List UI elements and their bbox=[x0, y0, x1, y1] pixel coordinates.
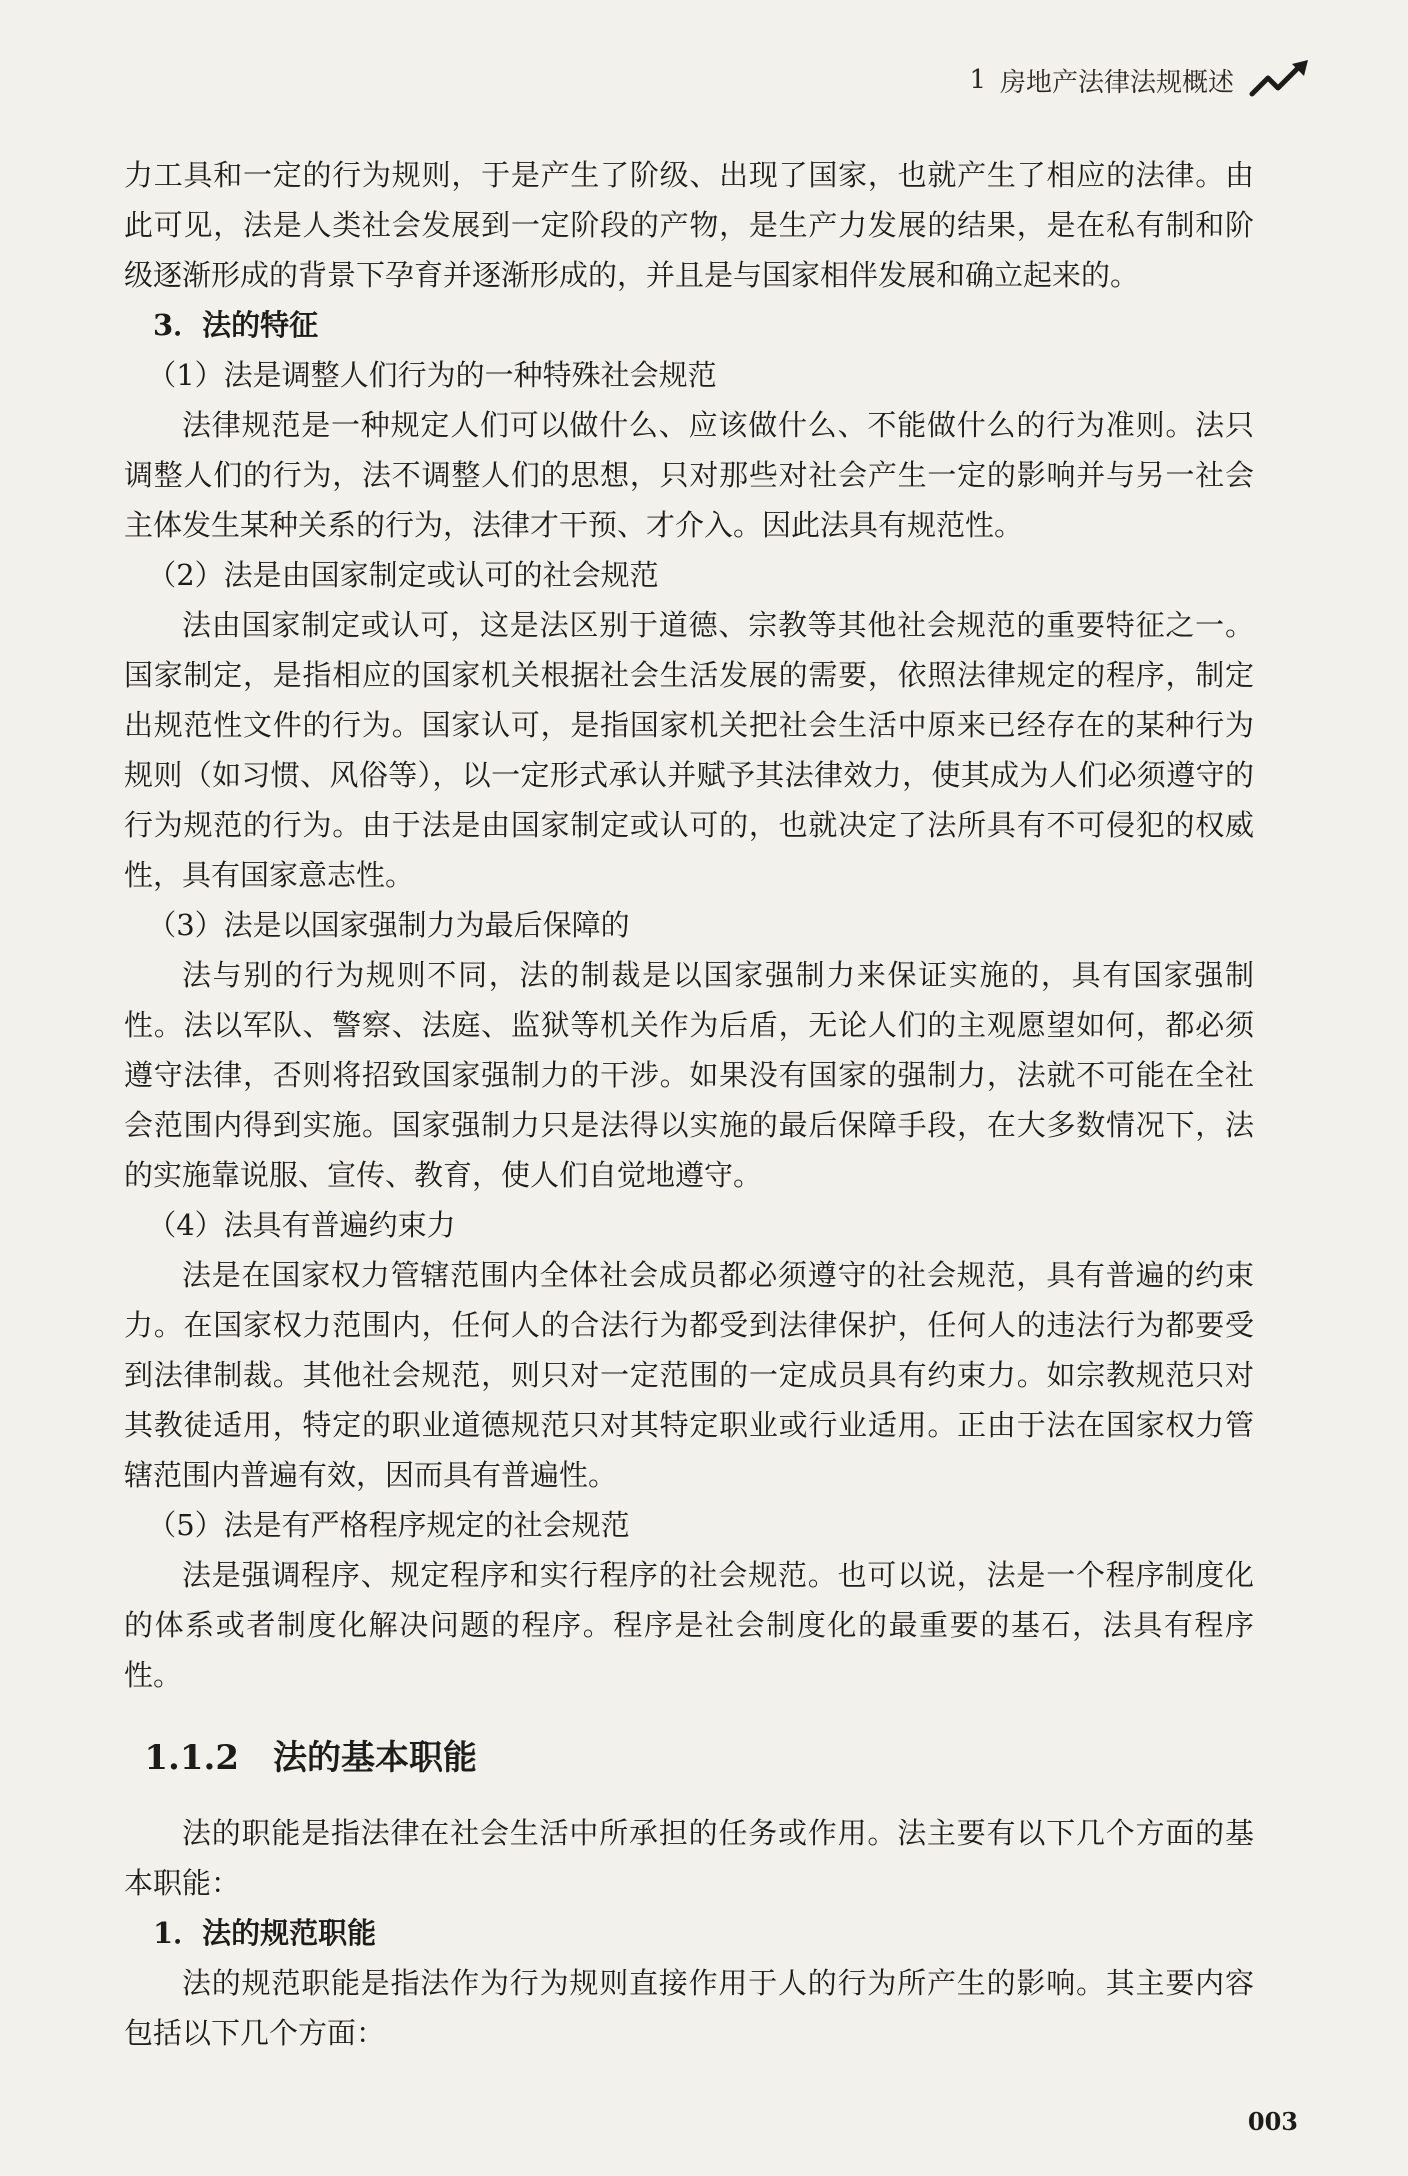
paragraph-functions: 法的职能是指法律在社会生活中所承担的任务或作用。法主要有以下几个方面的基本职能： bbox=[124, 1816, 1254, 1900]
heading-feature-5: （5）法是有严格程序规定的社会规范 bbox=[147, 1508, 630, 1542]
heading-normative-function: 1．法的规范职能 bbox=[153, 1916, 377, 1950]
paragraph-feature-4: 法是在国家权力管辖范围内全体社会成员都必须遵守的社会规范，具有普遍的约束力。在国家权力范围内，任何人的合法行为都受到法律保护，任何人的违法行为都要受到法律制裁。其他社会规范，则只对一定范围的一定成员具有约束力。如宗教规范只对其教徒适用，特定的职业道德规范只对其特定职业或行业适用。正由于法在国家权力管辖范围内普遍有效，因而具有普遍性。 bbox=[124, 1258, 1254, 1492]
heading-feature-3: （3）法是以国家强制力为最后保障的 bbox=[147, 908, 630, 942]
trend-arrow-icon bbox=[1248, 58, 1312, 102]
main-text bbox=[124, 150, 1254, 2058]
chapter-number: 1 bbox=[969, 65, 986, 95]
section-heading-basic-functions: 1.1.2 法的基本职能 bbox=[144, 1738, 478, 1778]
heading-legal-features: 3．法的特征 bbox=[153, 308, 319, 342]
paragraph-normative-function: 法的规范职能是指法作为行为规则直接作用于人的行为所产生的影响。其主要内容包括以下几个方面： bbox=[124, 1966, 1254, 2050]
chapter-title: 房地产法律法规概述 bbox=[999, 67, 1234, 98]
paragraph-feature-3: 法与别的行为规则不同，法的制裁是以国家强制力来保证实施的，具有国家强制性。法以军队、警察、法庭、监狱等机关作为后盾，无论人们的主观愿望如何，都必须遵守法律，否则将招致国家强制力的干涉。如果没有国家的强制力，法就不可能在全社会范围内得到实施。国家强制力只是法得以实施的最后保障手段，在大多数情况下，法的实施靠说服、宣传、教育，使人们自觉地遵守。 bbox=[124, 958, 1254, 1192]
paragraph-feature-5: 法是强调程序、规定程序和实行程序的社会规范。也可以说，法是一个程序制度化的体系或者制度化解决问题的程序。程序是社会制度化的最重要的基石，法具有程序性。 bbox=[124, 1558, 1254, 1692]
heading-feature-1: （1）法是调整人们行为的一种特殊社会规范 bbox=[147, 358, 717, 392]
paragraph-feature-2: 法由国家制定或认可，这是法区别于道德、宗教等其他社会规范的重要特征之一。国家制定，是指相应的国家机关根据社会生活发展的需要，依照法律规定的程序，制定出规范性文件的行为。国家认可，是指国家机关把社会生活中原来已经存在的某种行为规则（如习惯、风俗等），以一定形式承认并赋予其法律效力，使其成为人们必须遵守的行为规范的行为。由于法是由国家制定或认可的，也就决定了法所具有不可侵犯的权威性，具有国家意志性。 bbox=[124, 608, 1254, 892]
running-head bbox=[969, 58, 1312, 102]
paragraph-feature-1: 法律规范是一种规定人们可以做什么、应该做什么、不能做什么的行为准则。法只调整人们的行为，法不调整人们的思想，只对那些对社会产生一定的影响并与另一社会主体发生某种关系的行为，法律才干预、才介入。因此法具有规范性。 bbox=[124, 408, 1254, 542]
heading-feature-4: （4）法具有普遍约束力 bbox=[147, 1208, 456, 1242]
page-number: 003 bbox=[1247, 2107, 1298, 2136]
paragraph-intro: 力工具和一定的行为规则，于是产生了阶级、出现了国家，也就产生了相应的法律。由此可见，法是人类社会发展到一定阶段的产物，是生产力发展的结果，是在私有制和阶级逐渐形成的背景下孕育并逐渐形成的，并且是与国家相伴发展和确立起来的。 bbox=[124, 158, 1254, 292]
heading-feature-2: （2）法是由国家制定或认可的社会规范 bbox=[147, 558, 659, 592]
